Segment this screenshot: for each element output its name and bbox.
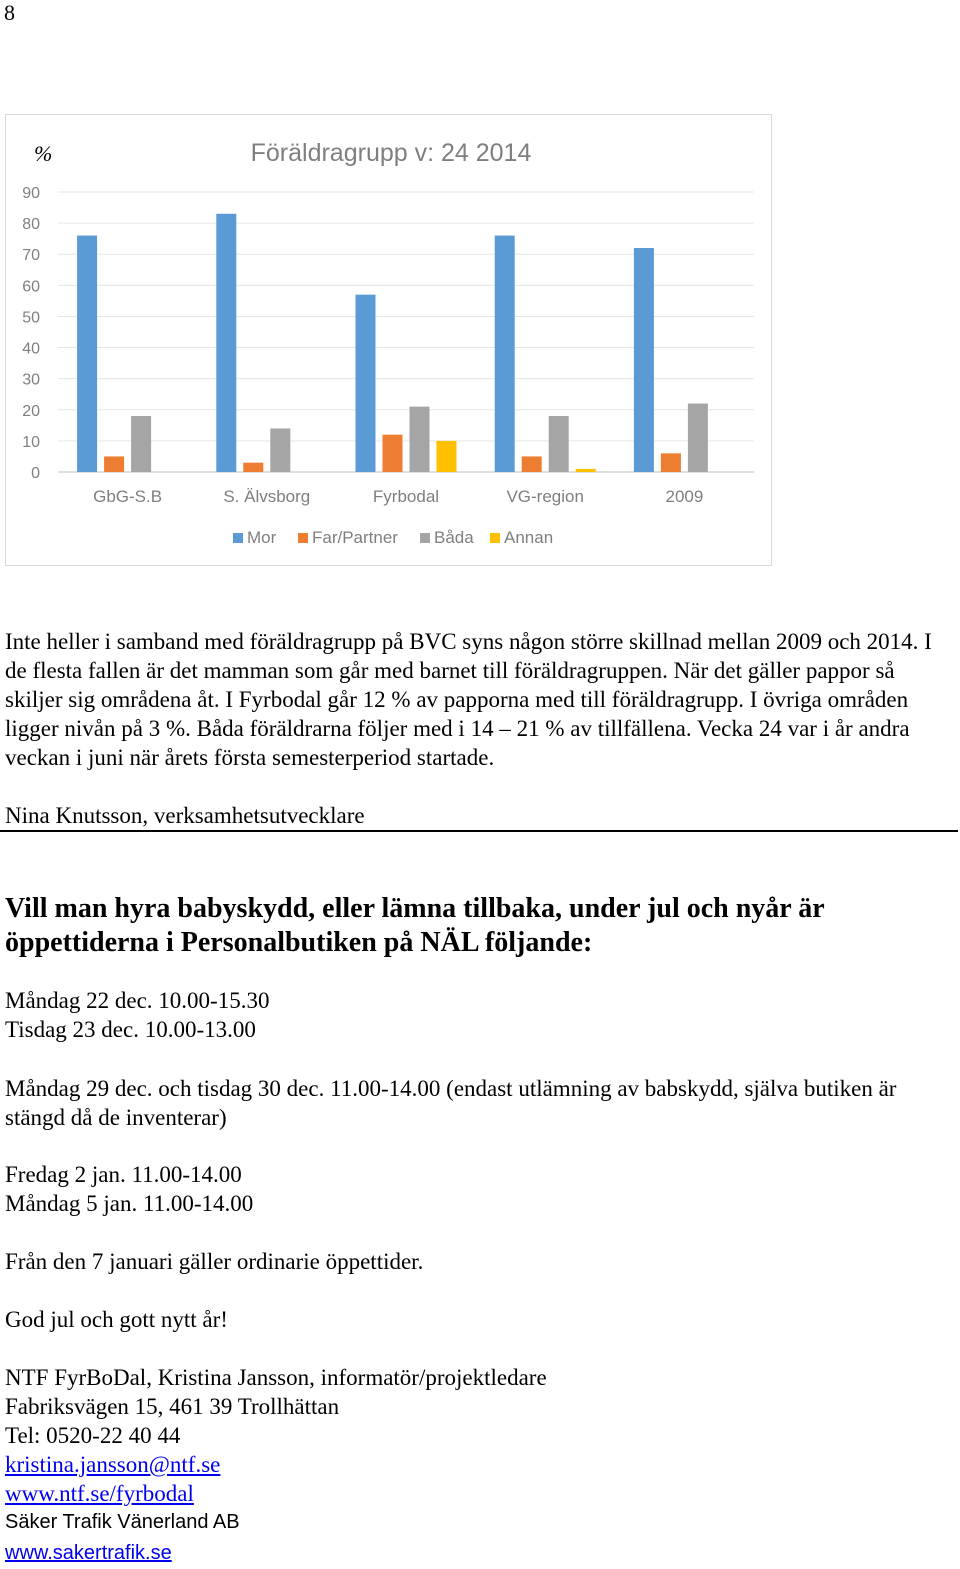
y-tick-label: 50 bbox=[22, 309, 40, 327]
x-category-label: VG-region bbox=[506, 487, 584, 506]
y-tick-label: 80 bbox=[22, 216, 40, 234]
bar bbox=[522, 456, 542, 472]
x-category-label: S. Älvsborg bbox=[223, 487, 311, 506]
notice-heading: Vill man hyra babyskydd, eller lämna tillbaka, under jul och nyår är öppettiderna i Personalbutiken på NÄL följande: bbox=[5, 893, 825, 958]
contact-phone: Tel: 0520-22 40 44 bbox=[5, 1423, 181, 1448]
y-tick-label: 10 bbox=[22, 433, 40, 451]
contact-address: Fabriksvägen 15, 461 39 Trollhättan bbox=[5, 1394, 340, 1419]
legend-label: Båda bbox=[434, 528, 474, 547]
bar bbox=[104, 456, 124, 472]
legend-label: Mor bbox=[247, 528, 277, 547]
article-author: Nina Knutsson, verksamhetsutvecklare bbox=[5, 803, 365, 828]
chart-title: Föräldragrupp v: 24 2014 bbox=[250, 139, 532, 167]
legend-label: Far/Partner bbox=[312, 528, 398, 547]
bar bbox=[410, 407, 430, 472]
bar bbox=[77, 236, 97, 472]
y-tick-label: 40 bbox=[22, 340, 40, 358]
chart-svg bbox=[6, 115, 773, 567]
bar bbox=[437, 441, 457, 472]
company-name: Säker Trafik Vänerland AB bbox=[5, 1511, 240, 1533]
hours-line: Fredag 2 jan. 11.00-14.00 bbox=[5, 1162, 242, 1187]
legend-swatch bbox=[298, 533, 308, 543]
bar bbox=[688, 404, 708, 472]
article-paragraph: Inte heller i samband med föräldragrupp på BVC syns någon större skillnad mellan 2009 och 2014. I de flesta fallen är det mamman som går med barnet till föräldragruppen. När det gäller pappor så skiljer sig områdena åt. I Fyrbodal går 12 % av papporna med till föräldragrupp. I övriga områden ligger nivån på 3 %. Båda föräldrarna följer med i 14 – 21 % av tillfällena. Vecka 24 var i år andra veckan i juni när årets första semesterperiod startade. bbox=[5, 629, 932, 770]
contact-website-link[interactable]: www.ntf.se/fyrbodal bbox=[5, 1481, 194, 1506]
y-tick-label: 60 bbox=[22, 278, 40, 296]
legend-swatch bbox=[233, 533, 243, 543]
bar bbox=[270, 428, 290, 472]
hours-line: Tisdag 23 dec. 10.00-13.00 bbox=[5, 1017, 256, 1042]
company-website-link[interactable]: www.sakertrafik.se bbox=[5, 1542, 172, 1564]
bar bbox=[131, 416, 151, 472]
ordinary-hours-note: Från den 7 januari gäller ordinarie öppettider. bbox=[5, 1249, 424, 1274]
x-category-label: Fyrbodal bbox=[372, 487, 440, 506]
bar bbox=[383, 435, 403, 472]
x-category-label: 2009 bbox=[665, 487, 704, 506]
contact-email-link[interactable]: kristina.jansson@ntf.se bbox=[5, 1452, 221, 1477]
legend-swatch bbox=[420, 533, 430, 543]
bar bbox=[576, 469, 596, 472]
hours-line: Måndag 22 dec. 10.00-15.30 bbox=[5, 988, 270, 1013]
bar bbox=[243, 463, 263, 472]
section-divider bbox=[0, 830, 958, 832]
page-number: 8 bbox=[4, 0, 15, 25]
y-unit-label: % bbox=[34, 141, 53, 166]
bar bbox=[549, 416, 569, 472]
legend-swatch bbox=[490, 533, 500, 543]
bar bbox=[634, 248, 654, 472]
y-tick-label: 70 bbox=[22, 247, 40, 265]
y-tick-label: 20 bbox=[22, 402, 40, 420]
greeting: God jul och gott nytt år! bbox=[5, 1307, 228, 1332]
y-tick-label: 0 bbox=[31, 465, 40, 482]
y-tick-label: 30 bbox=[22, 371, 40, 389]
y-tick-label: 90 bbox=[22, 185, 40, 202]
x-category-label: GbG-S.B bbox=[93, 487, 163, 506]
bar-chart bbox=[5, 114, 772, 566]
bar bbox=[495, 236, 515, 472]
bar bbox=[356, 295, 376, 472]
legend-label: Annan bbox=[504, 528, 554, 547]
hours-line: Måndag 5 jan. 11.00-14.00 bbox=[5, 1191, 254, 1216]
hours-line: Måndag 29 dec. och tisdag 30 dec. 11.00-14.00 (endast utlämning av babskydd, själva butiken är stängd då de inventerar) bbox=[5, 1076, 897, 1130]
contact-name: NTF FyrBoDal, Kristina Jansson, informatör/projektledare bbox=[5, 1365, 547, 1390]
bar bbox=[216, 214, 236, 472]
bar bbox=[661, 453, 681, 472]
